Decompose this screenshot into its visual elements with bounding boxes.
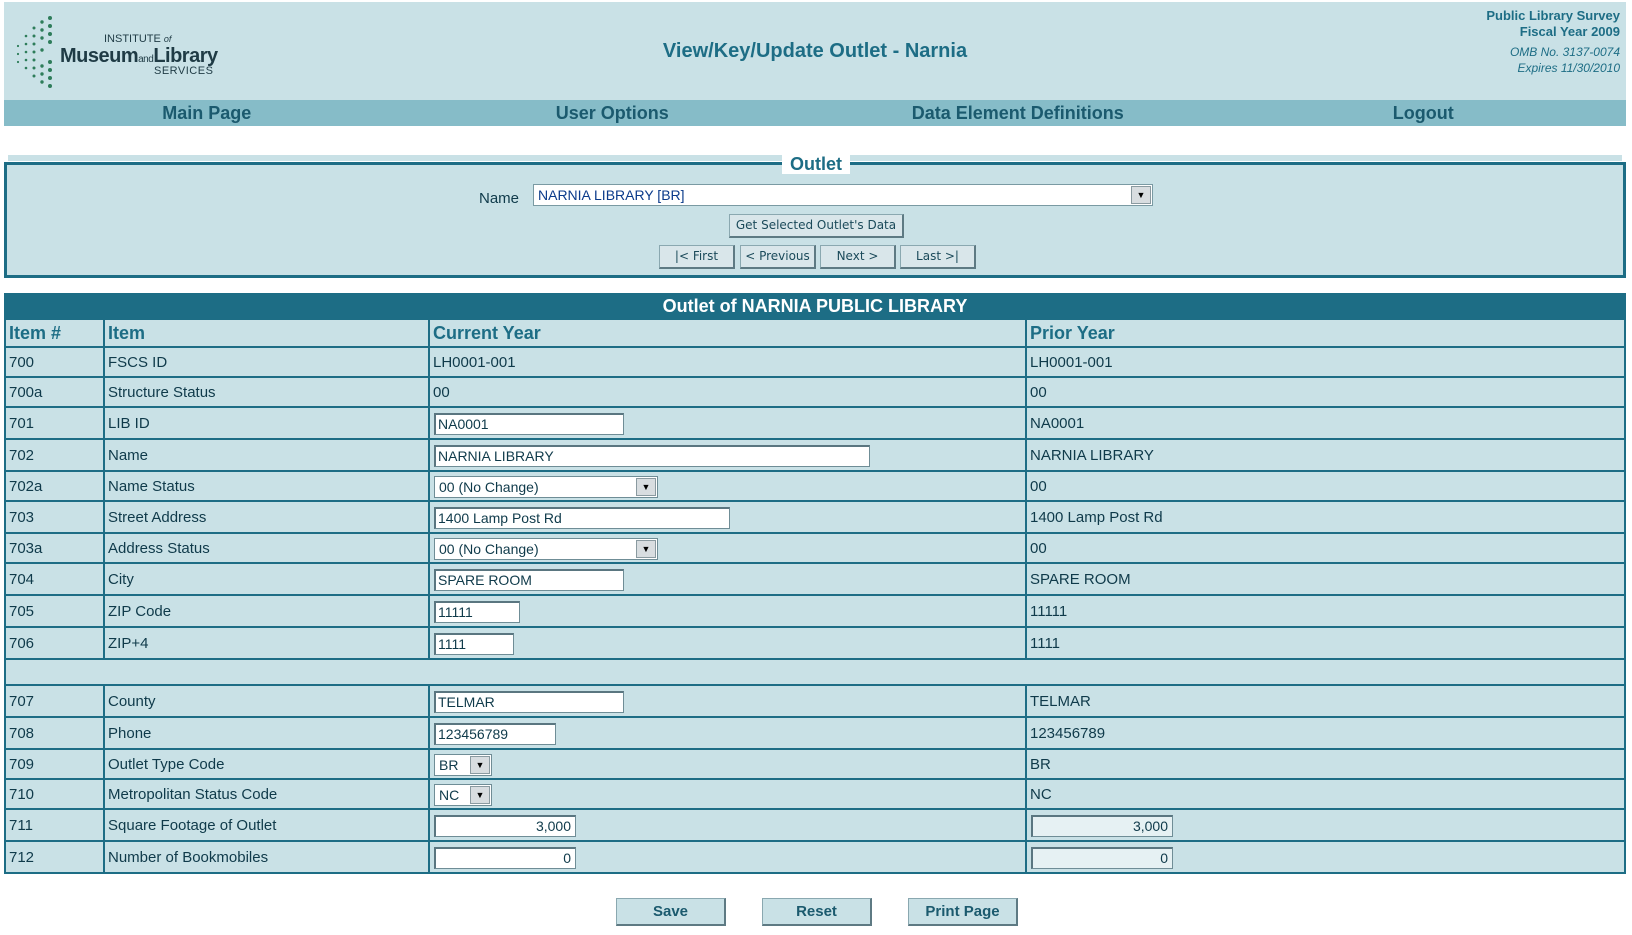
survey-info	[1486, 8, 1620, 76]
zip-code-input[interactable]: 11111	[434, 601, 520, 623]
table-row: 708 Phone 123456789 123456789	[4, 718, 1626, 750]
save-button[interactable]: Save	[616, 898, 726, 926]
table-row: 702a Name Status 00 (No Change) ▼ 00	[4, 472, 1626, 502]
next-button[interactable]: Next >	[820, 245, 896, 269]
previous-button[interactable]: < Previous	[740, 245, 816, 269]
table-row: 710 Metropolitan Status Code NC ▼ NC	[4, 780, 1626, 810]
zip-code-prior: 11111	[1025, 596, 1628, 626]
bookmobiles-input[interactable]: 0	[434, 847, 576, 869]
chevron-down-icon[interactable]: ▼	[636, 478, 656, 496]
county-prior: TELMAR	[1025, 686, 1628, 716]
nav-main-page[interactable]: Main Page	[162, 103, 252, 123]
nav-data-element-definitions[interactable]: Data Element Definitions	[911, 103, 1124, 123]
page-title: View/Key/Update Outlet - Narnia	[662, 40, 968, 62]
print-page-button[interactable]: Print Page	[908, 898, 1018, 926]
reset-button[interactable]: Reset	[762, 898, 872, 926]
lib-id-input[interactable]: NA0001	[434, 413, 624, 435]
chevron-down-icon[interactable]: ▼	[1131, 186, 1151, 204]
table-row: 701 LIB ID NA0001 NA0001	[4, 408, 1626, 440]
fiscal-year: Fiscal Year 2009	[1519, 24, 1620, 39]
phone-input[interactable]: 123456789	[434, 723, 556, 745]
county-input[interactable]: TELMAR	[434, 691, 624, 713]
outlet-legend: Outlet	[0, 154, 1632, 175]
chevron-down-icon[interactable]: ▼	[636, 540, 656, 558]
get-selected-outlet-button[interactable]: Get Selected Outlet's Data	[729, 214, 904, 238]
logo-text: INSTITUTE of MuseumandLibrary SERVICES	[60, 33, 218, 77]
name-input[interactable]: NARNIA LIBRARY	[434, 445, 870, 467]
nav-user-options[interactable]: User Options	[555, 103, 669, 123]
header-item-num: Item #	[4, 320, 103, 346]
table-row: 702 Name NARNIA LIBRARY NARNIA LIBRARY	[4, 440, 1626, 472]
outlet-type-code-select[interactable]: BR ▼	[434, 754, 492, 776]
table-row: 707 County TELMAR TELMAR	[4, 686, 1626, 718]
nav-logout[interactable]: Logout	[1392, 103, 1454, 123]
city-prior: SPARE ROOM	[1025, 564, 1628, 594]
name-prior: NARNIA LIBRARY	[1025, 440, 1628, 470]
chevron-down-icon[interactable]: ▼	[470, 786, 490, 804]
structure-status-prior: 00	[1025, 378, 1628, 406]
table-header-row	[4, 320, 1626, 348]
table-row: 700a Structure Status 00 00	[4, 378, 1626, 408]
first-button[interactable]: |< First	[659, 245, 735, 269]
address-status-select[interactable]: 00 (No Change) ▼	[434, 538, 658, 560]
last-button[interactable]: Last >|	[900, 245, 976, 269]
table-row: 706 ZIP+4 1111 1111	[4, 628, 1626, 660]
bookmobiles-prior: 0	[1031, 847, 1173, 869]
outlet-name-select[interactable]: NARNIA LIBRARY [BR] ▼	[533, 184, 1153, 206]
lib-id-prior: NA0001	[1025, 408, 1628, 438]
phone-prior: 123456789	[1025, 718, 1628, 748]
main-nav	[4, 100, 1626, 126]
fscs-id-current: LH0001-001	[428, 348, 1025, 376]
name-status-prior: 00	[1025, 472, 1628, 500]
chevron-down-icon[interactable]: ▼	[470, 756, 490, 774]
city-input[interactable]: SPARE ROOM	[434, 569, 624, 591]
table-row: 703 Street Address 1400 Lamp Post Rd 1400 Lamp Post Rd	[4, 502, 1626, 534]
table-row: 705 ZIP Code 11111 11111	[4, 596, 1626, 628]
outlet-name-label: Name	[479, 190, 520, 207]
metro-status-code-prior: NC	[1025, 780, 1628, 808]
table-caption: Outlet of NARNIA PUBLIC LIBRARY	[4, 293, 1626, 320]
structure-status-current: 00	[428, 378, 1025, 406]
table-row: 704 City SPARE ROOM SPARE ROOM	[4, 564, 1626, 596]
metro-status-code-select[interactable]: NC ▼	[434, 784, 492, 806]
table-row: 712 Number of Bookmobiles 0 0	[4, 842, 1626, 874]
street-address-prior: 1400 Lamp Post Rd	[1025, 502, 1628, 532]
street-address-input[interactable]: 1400 Lamp Post Rd	[434, 507, 730, 529]
table-row: 709 Outlet Type Code BR ▼ BR	[4, 750, 1626, 780]
omb-number: OMB No. 3137-0074	[1509, 45, 1620, 59]
header-current-year: Current Year	[428, 320, 1025, 346]
square-footage-prior: 3,000	[1031, 815, 1173, 837]
zip4-input[interactable]: 1111	[434, 633, 514, 655]
fscs-id-prior: LH0001-001	[1025, 348, 1628, 376]
header-prior-year: Prior Year	[1025, 320, 1628, 346]
zip4-prior: 1111	[1025, 628, 1628, 658]
square-footage-input[interactable]: 3,000	[434, 815, 576, 837]
expires-date: Expires 11/30/2010	[1517, 61, 1620, 75]
header-item: Item	[103, 320, 428, 346]
table-spacer-row	[4, 660, 1626, 686]
address-status-prior: 00	[1025, 534, 1628, 562]
survey-name: Public Library Survey	[1486, 8, 1620, 23]
outlet-type-code-prior: BR	[1025, 750, 1628, 778]
table-row: 711 Square Footage of Outlet 3,000 3,000	[4, 810, 1626, 842]
page-header	[4, 2, 1626, 100]
table-row: 703a Address Status 00 (No Change) ▼ 00	[4, 534, 1626, 564]
name-status-select[interactable]: 00 (No Change) ▼	[434, 476, 658, 498]
table-row: 700 FSCS ID LH0001-001 LH0001-001	[4, 348, 1626, 378]
